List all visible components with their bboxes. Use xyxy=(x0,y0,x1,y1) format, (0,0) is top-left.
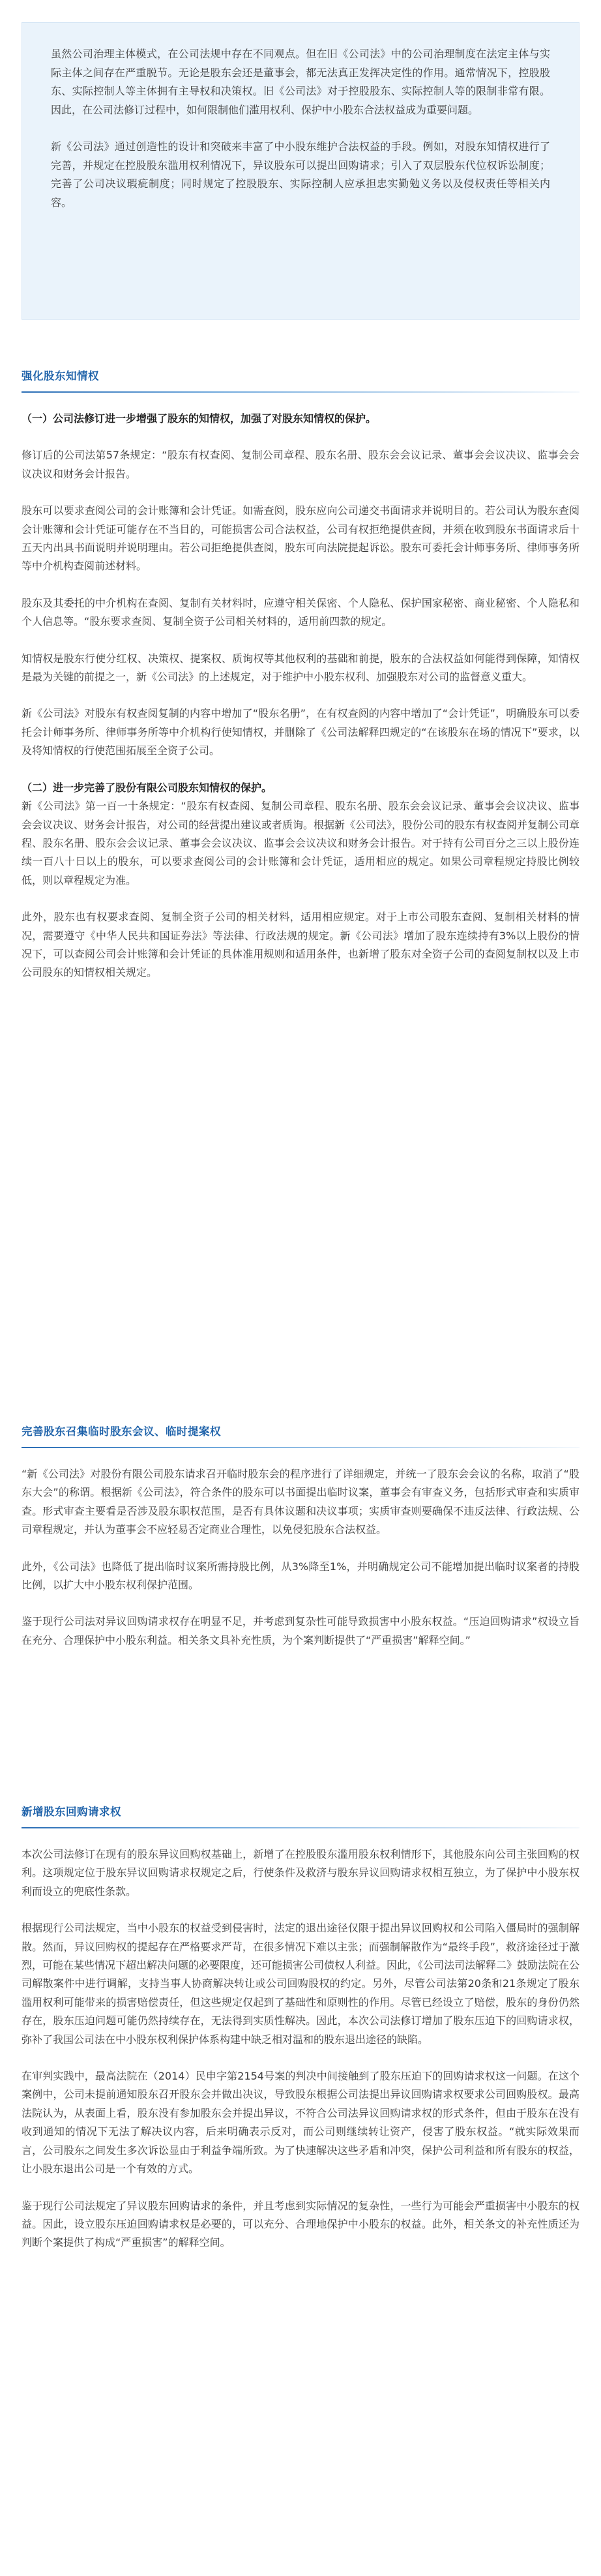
body-paragraph: 股东可以要求查阅公司的会计账簿和会计凭证。如需查阅，股东应向公司递交书面请求并说明目的。若公司认为股东查阅会计账簿和会计凭证可能存在不当目的，可能损害公司合法权益，公司有权拒绝提供查阅，并须在收到股东书面请求后十五天内出具书面说明并说明理由。若公司拒绝提供查阅，股东可向法院提起诉讼。股东可委托会计师事务所、律师事务所等中介机构查阅前述材料。 xyxy=(22,504,579,573)
body-paragraph: 在审判实践中，最高法院在（2014）民申字第2154号案的判决中间接触到了股东压迫下的回购请求权这一问题。在这个案例中，公司未提前通知股东召开股东会并做出决议，导致股东根据公司法提出异议回购请求权要求公司回购股权。最高法院认为，从表面上看，股东没有参加股东会并提出异议，不符合公司法异议回购请求权的形式条件，但由于股东在没有收到通知的情况下无法了解决议内容，后来明确表示反对，而公司则继续转让资产，侵害了股东权益。“就实际效果而言，公司股东之间发生多次诉讼显由于利益争端所致。为了快速解决这些矛盾和冲突，保护公司利益和所有股东的权益，让小股东退出公司是一个有效的方式。 xyxy=(22,2070,579,2175)
body-paragraph: 知情权是股东行使分红权、决策权、提案权、质询权等其他权利的基础和前提，股东的合法权益如何能得到保障，知情权是最为关键的前提之一，新《公司法》的上述规定，对于维护中小股东权利、加强股东对公司的监督意义重大。 xyxy=(22,652,579,684)
intro-summary-box xyxy=(22,22,579,320)
section-title: 强化股东知情权 xyxy=(22,370,99,382)
body-paragraph: “新《公司法》对股份有限公司股东请求召开临时股东会的程序进行了详细规定，并统一了股东会会议的名称，取消了“股东大会”的称谓。根据新《公司法》，符合条件的股东可以书面提出临时议案，董事会有审查义务，包括形式审查和实质审查。形式审查主要看是否涉及股东职权范围，是否有具体议题和决议事项；实质审查则要确保不违反法律、行政法规、公司章程规定，并认为董事会不应轻易否定商业合理性，以免侵犯股东合法权益。 xyxy=(22,1468,579,1536)
section-divider xyxy=(22,391,579,393)
body-paragraph: 此外，《公司法》也降低了提出临时议案所需持股比例，从3%降至1%，并明确规定公司不能增加提出临时议案者的持股比例，以扩大中小股东权利保护范围。 xyxy=(22,1560,579,1592)
section-divider xyxy=(22,1447,579,1448)
section-heading-temp-meeting-proposal xyxy=(22,1423,579,1448)
subheading: （二）进一步完善了股份有限公司股东知情权的保护。 xyxy=(22,781,272,794)
body-paragraph: 股东及其委托的中介机构在查阅、复制有关材料时，应遵守相关保密、个人隐私、保护国家秘密、商业秘密、个人隐私和个人信息等。“股东要求查阅、复制全资子公司相关材料的，适用前四款的规定。 xyxy=(22,596,579,628)
section-heading-buyback-right xyxy=(22,1803,579,1828)
section-title: 新增股东回购请求权 xyxy=(22,1806,121,1818)
section-body-buyback xyxy=(22,1845,579,2271)
body-paragraph: 新《公司法》对股东有权查阅复制的内容中增加了“股东名册”，在有权查阅的内容中增加了“会计凭证”，明确股东可以委托会计师事务所、律师事务所等中介机构行使知情权，并删除了《公司法解释四规定的“在该股东在场的情况下”要求，以及将知情权的行使范围拓展至全资子公司。 xyxy=(22,707,579,757)
body-paragraph: 鉴于现行公司法规定了异议股东回购请求的条件，并且考虑到实际情况的复杂性，一些行为可能会严重损害中小股东的权益。因此，设立股东压迫回购请求权是必要的，可以充分、合理地保护中小股东的权益。此外，相关条文的补充性质还为判断个案提供了构成“严重损害”的解释空间。 xyxy=(22,2199,579,2249)
subheading: （一）公司法修订进一步增强了股东的知情权，加强了对股东知情权的保护。 xyxy=(22,412,377,425)
section-body-temp-meeting xyxy=(22,1465,579,1668)
section-divider xyxy=(22,1827,579,1828)
body-paragraph: 修订后的公司法第57条规定：“股东有权查阅、复制公司章程、股东名册、股东会会议记录、董事会会议决议、监事会会议决议和财务会计报告。 xyxy=(22,449,579,480)
section-heading-shareholder-info-rights xyxy=(22,367,579,393)
section-body-info-rights xyxy=(22,410,579,1001)
body-paragraph: 根据现行公司法规定，当中小股东的权益受到侵害时，法定的退出途径仅限于提出异议回购权和公司陷入僵局时的强制解散。然而，异议回购权的提起存在严格要求严苛，在很多情况下难以主张；而强制解散作为“最终手段”，救济途径过于激烈，可能在某些情况下超出解决问题的必要限度，还可能损害公司债权人利益。因此，《公司法司法解释二》鼓励法院在公司解散案件中进行调解，支持当事人协商解决转让或公司回购股权的约定。另外，尽管公司法第20条和21条规定了股东滥用权利可能带来的损害赔偿责任，但这些规定仅起到了基础性和原则性的作用。尽管已经设立了赔偿，股东的身份仍然存在，股东压迫问题可能仍然持续存在，无法得到实质性解决。因此，本次公司法修订增加了股东压迫下的回购请求权，弥补了我国公司法在中小股东权利保护体系构建中缺乏相对温和的股东退出途径的缺陷。 xyxy=(22,1922,580,2046)
body-paragraph: 本次公司法修订在现有的股东异议回购权基础上，新增了在控股股东滥用股东权利情形下，其他股东向公司主张回购的权利。这项规定位于股东异议回购请求权规定之后，行使条件及救济与股东异议回购请求权相互独立，为了保护中小股东权利而设立的兜底性条款。 xyxy=(22,1848,579,1898)
body-paragraph: 此外，股东也有权要求查阅、复制全资子公司的相关材料，适用相应规定。对于上市公司股东查阅、复制相关材料的情况，需要遵守《中华人民共和国证券法》等法律、行政法规的规定。新《公司法》增加了股东连续持有3%以上股份的情况下，可以查阅公司会计账簿和会计凭证的具体准用规则和适用条件，也新增了股东对全资子公司的查阅复制权以及上市公司股东的知情权相关规定。 xyxy=(22,911,579,979)
intro-paragraph: 新《公司法》通过创造性的设计和突破来丰富了中小股东维护合法权益的手段。例如，对股东知情权进行了完善，并规定在控股股东滥用权利情况下，异议股东可以提出回购请求；引入了双层股东代位权诉讼制度；完善了公司决议瑕疵制度；同时规定了控股股东、实际控制人应承担忠实勤勉义务以及侵权责任等相关内容。 xyxy=(51,140,550,209)
body-paragraph: 新《公司法》第一百一十条规定：“股东有权查阅、复制公司章程、股东名册、股东会会议记录、董事会会议决议、监事会会议决议、财务会计报告，对公司的经营提出建议或者质询。根据新《公司法》，股份公司的股东有权查阅并复制公司章程、股东名册、股东会会议记录、董事会会议决议、监事会会议决议和财务会计报告。对于持有公司百分之三以上股份连续一百八十日以上的股东，可以要求查阅公司的会计账簿和会计凭证，适用相应的规定。如果公司章程规定持股比例较低，则以章程规定为准。 xyxy=(22,800,580,886)
body-paragraph: 鉴于现行公司法对异议回购请求权存在明显不足，并考虑到复杂性可能导致损害中小股东权益。“压迫回购请求”权设立旨在充分、合理保护中小股东利益。相关条文具补充性质，为个案判断提供了“严重损害”解释空间。” xyxy=(22,1615,579,1646)
section-title: 完善股东召集临时股东会议、临时提案权 xyxy=(22,1425,221,1438)
intro-paragraph: 虽然公司治理主体模式，在公司法规中存在不同观点。但在旧《公司法》中的公司治理制度在法定主体与实际主体之间存在严重脱节。无论是股东会还是董事会，都无法真正发挥决定性的作用。通常情况下，控股股东、实际控制人等主体拥有主导权和决策权。旧《公司法》对于控股股东、实际控制人等的限制非常有限。因此，在公司法修订过程中，如何限制他们滥用权利、保护中小股东合法权益成为重要问题。 xyxy=(51,48,550,116)
